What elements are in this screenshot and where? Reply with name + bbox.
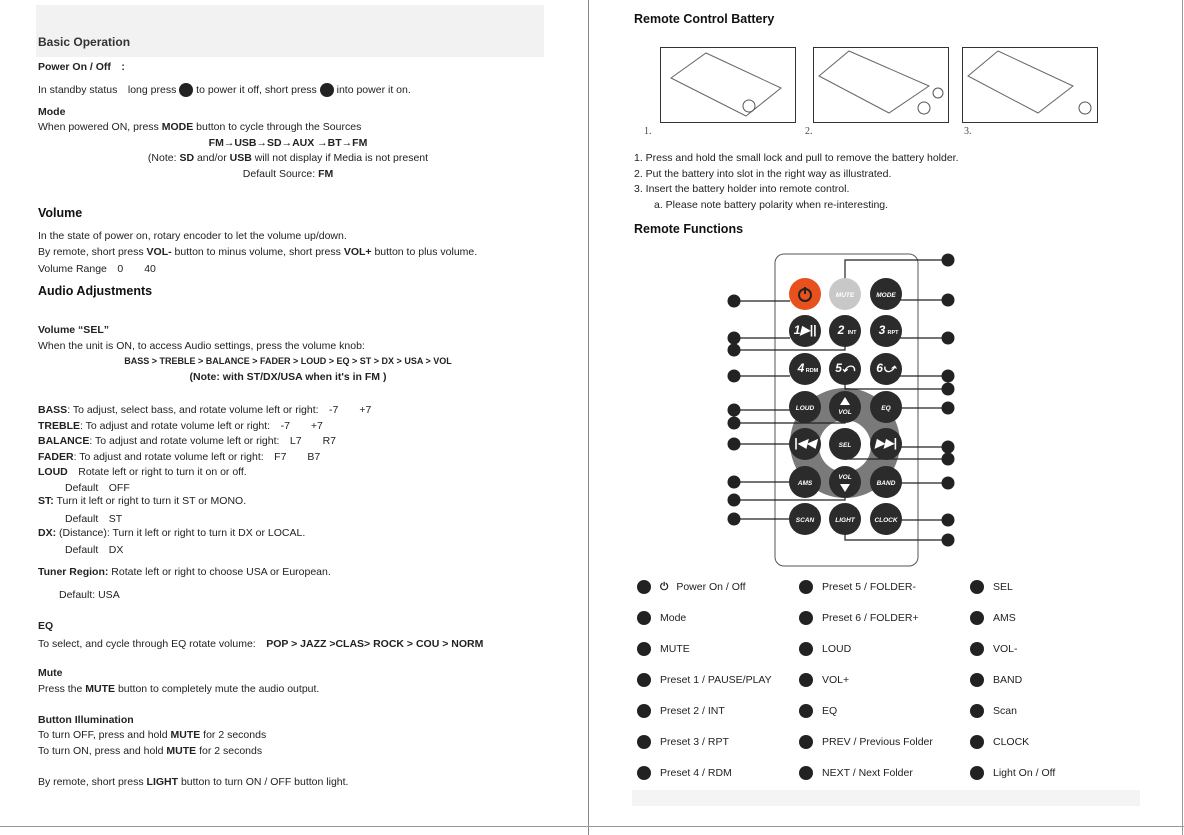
- legend-item: [637, 673, 772, 687]
- remote-button-vol-down: [829, 466, 861, 498]
- remote-button-clock: [870, 503, 902, 535]
- remote-button-mode: [870, 278, 902, 310]
- callout-dot: [728, 404, 741, 417]
- button-label: LIGHT: [835, 517, 855, 524]
- button-label: BAND: [876, 480, 896, 487]
- button-sublabel: RPT: [887, 330, 899, 336]
- legend-label: Preset 4 / RDM: [660, 766, 732, 779]
- button-sublabel: RDM: [805, 368, 819, 374]
- battery-step: 3. Insert the battery holder into remote control.: [634, 183, 850, 195]
- remote-button-b5: [829, 353, 861, 385]
- callout-dot-icon: [799, 673, 813, 687]
- volume-heading: Volume: [38, 206, 83, 220]
- legend-label: PREV / Previous Folder: [822, 735, 933, 748]
- callout-dot: [728, 476, 741, 489]
- text: USB: [229, 152, 252, 164]
- callout-dot: [728, 344, 741, 357]
- text: SD: [179, 152, 195, 164]
- battery-step: 2. Put the battery into slot in the right way as illustrated.: [634, 168, 892, 180]
- text: MUTE: [166, 745, 197, 757]
- callout-dot: [942, 332, 955, 345]
- legend-item: [799, 766, 913, 780]
- text: (Distance): Turn it left or right to turn it DX or LOCAL.: [56, 527, 306, 539]
- text: By remote, short press: [38, 776, 147, 788]
- legend-label: VOL+: [822, 673, 850, 686]
- legend-item: [970, 766, 1055, 780]
- callout-dot-icon: [970, 766, 984, 780]
- legend-label: AMS: [993, 611, 1016, 624]
- callout-dot-icon: [799, 766, 813, 780]
- text: and/or: [194, 152, 230, 164]
- button-label: LOUD: [795, 405, 815, 412]
- legend-label: Preset 2 / INT: [660, 704, 725, 717]
- text: button to cycle through the Sources: [193, 121, 362, 133]
- legend-label: VOL-: [993, 642, 1018, 655]
- legend-item: [970, 673, 1022, 687]
- remote-button-light: [829, 503, 861, 535]
- sel-text: When the unit is ON, to access Audio settings, press the volume knob:: [38, 340, 365, 352]
- remote-button-b1: [789, 315, 821, 347]
- power-icon: ⏻: [660, 580, 669, 593]
- button-label: MODE: [876, 292, 896, 299]
- text: FADER: [38, 451, 74, 463]
- legend-label: CLOCK: [993, 735, 1030, 748]
- callout-dot: [942, 402, 955, 415]
- text: button to turn ON / OFF button light.: [178, 776, 349, 788]
- text: MUTE: [85, 683, 116, 695]
- text: FM: [318, 168, 334, 180]
- text: Tuner Region:: [38, 566, 109, 578]
- legend-label: SEL: [993, 580, 1013, 593]
- legend-item: [799, 611, 919, 625]
- remote-button-vol-up: [829, 391, 861, 423]
- loud-default: Default OFF: [65, 482, 130, 494]
- text: : To adjust, select bass, and rotate volume left or right: -7 +7: [67, 404, 372, 416]
- callout-dot-icon: [637, 735, 651, 749]
- text: BALANCE: [38, 435, 90, 447]
- text: to power it off, short press: [193, 84, 320, 96]
- legend-label: Light On / Off: [993, 766, 1056, 779]
- legend-item: [637, 642, 690, 656]
- callout-dot-icon: [799, 580, 813, 594]
- button-label: ▶▶|: [875, 436, 897, 450]
- remote-button-power: [789, 278, 821, 310]
- sel-heading: Volume “SEL”: [38, 324, 109, 336]
- callout-dot: [942, 254, 955, 267]
- button-label: 1▶||: [793, 323, 817, 337]
- callout-dot-icon: [970, 611, 984, 625]
- text: By remote, short press: [38, 246, 147, 258]
- legend-item: [970, 704, 1017, 718]
- button-label: 6⤻: [876, 361, 896, 375]
- text: into power it on.: [333, 84, 411, 96]
- legend-label: MUTE: [660, 642, 690, 655]
- text: LOUD: [38, 466, 68, 478]
- callout-dot: [942, 453, 955, 466]
- button-label: MUTE: [835, 292, 855, 299]
- text: button to minus volume, short press: [171, 246, 344, 258]
- text: To turn ON, press and hold: [38, 745, 167, 757]
- eq-heading: EQ: [38, 620, 54, 632]
- button-label: SEL: [838, 442, 852, 449]
- button-label: 5⤺: [835, 361, 855, 375]
- battery-heading: Remote Control Battery: [634, 12, 775, 26]
- legend-item: [970, 735, 1029, 749]
- legend-label: Mode: [660, 611, 687, 624]
- legend-item: [970, 642, 1018, 656]
- text: MODE: [161, 121, 194, 133]
- power-heading: Power On / Off :: [38, 61, 125, 73]
- text: DX:: [38, 527, 57, 539]
- mode-sequence: FM→USB→SD→AUX →BT→FM: [208, 137, 368, 149]
- remote-button-b6: [870, 353, 902, 385]
- figure-number: 1.: [644, 126, 652, 137]
- text: POP > JAZZ >CLAS> ROCK > COU > NORM: [266, 638, 484, 650]
- mute-heading: Mute: [38, 667, 63, 679]
- legend-item: [637, 766, 732, 780]
- button-label: VOL: [838, 409, 852, 416]
- text: BASS: [38, 404, 68, 416]
- remote-button-band: [870, 466, 902, 498]
- legend-label: Scan: [993, 704, 1017, 717]
- battery-step: 1. Press and hold the small lock and pull to remove the battery holder.: [634, 152, 959, 164]
- legend-item: [799, 735, 933, 749]
- button-label: |◀◀: [794, 436, 816, 450]
- remote-button-b2: [829, 315, 861, 347]
- callout-dot: [728, 438, 741, 451]
- text: for 2 seconds: [196, 745, 263, 757]
- legend-item: [637, 704, 725, 718]
- legend-item: [799, 673, 849, 687]
- callout-dot-icon: [637, 766, 651, 780]
- sel-sequence: BASS > TREBLE > BALANCE > FADER > LOUD > EQ > ST > DX > USA > VOL: [124, 356, 452, 366]
- volume-range: Volume Range 0 40: [38, 263, 156, 275]
- callout-dot-icon: [970, 673, 984, 687]
- footer-band: [632, 790, 1140, 806]
- callout-dot-icon: [970, 642, 984, 656]
- legend-item: [970, 611, 1016, 625]
- text: When powered ON, press: [38, 121, 162, 133]
- figure-number: 2.: [805, 126, 813, 137]
- callout-dot: [728, 494, 741, 507]
- text: In standby status long press: [38, 84, 180, 96]
- button-label: 4: [797, 361, 805, 375]
- illumination-heading: Button Illumination: [38, 714, 134, 726]
- button-label: 2: [837, 323, 845, 337]
- text: (Note:: [147, 152, 180, 164]
- callout-dot: [728, 370, 741, 383]
- basic-operation-heading: Basic Operation: [38, 35, 131, 49]
- sel-note: (Note: with ST/DX/USA when it's in FM ): [189, 371, 387, 383]
- callout-dot-icon: [637, 642, 651, 656]
- button-label: VOL: [838, 474, 852, 481]
- legend-label: EQ: [822, 704, 838, 717]
- text: ST:: [38, 495, 54, 507]
- callout-dot: [728, 513, 741, 526]
- button-sublabel: INT: [847, 330, 857, 336]
- remote-functions-heading: Remote Functions: [634, 222, 744, 236]
- volume-text-1: In the state of power on, rotary encoder to let the volume up/down.: [38, 230, 347, 242]
- text: button to completely mute the audio output.: [115, 683, 320, 695]
- callout-dot: [942, 514, 955, 527]
- callout-dot-icon: [799, 735, 813, 749]
- text: Press the: [38, 683, 86, 695]
- remote-button-prev: [789, 428, 821, 460]
- remote-button-sel: [829, 428, 861, 460]
- callout-dot: [728, 417, 741, 430]
- legend-item: [799, 642, 851, 656]
- remote-button-next: [870, 428, 902, 460]
- text: Rotate left or right to choose USA or European.: [108, 566, 331, 578]
- callout-dot-icon: [799, 642, 813, 656]
- text: : To adjust and rotate volume left or right: L7 R7: [89, 435, 337, 447]
- callout-dot-icon: [637, 673, 651, 687]
- legend-item: [637, 735, 729, 749]
- text: button to plus volume.: [371, 246, 478, 258]
- text: Turn it left or right to turn it ST or MONO.: [53, 495, 247, 507]
- legend-item: [637, 611, 686, 625]
- legend-item: [970, 580, 1013, 594]
- legend-item: [799, 704, 837, 718]
- callout-dot-icon: [799, 611, 813, 625]
- text: VOL+: [343, 246, 372, 258]
- text: Default Source:: [242, 168, 319, 180]
- button-label: CLOCK: [874, 517, 898, 524]
- remote-button-loud: [789, 391, 821, 423]
- remote-button-eq: [870, 391, 902, 423]
- legend-label: Preset 3 / RPT: [660, 735, 729, 748]
- legend-label: Preset 1 / PAUSE/PLAY: [660, 673, 772, 686]
- remote-button-scan: [789, 503, 821, 535]
- remote-button-mute: [829, 278, 861, 310]
- callout-dot: [942, 441, 955, 454]
- text: Rotate left or right to turn it on or off.: [67, 466, 247, 478]
- button-label: 3: [878, 323, 886, 337]
- button-label: EQ: [881, 405, 891, 412]
- callout-dot-icon: [970, 580, 984, 594]
- callout-dot: [728, 332, 741, 345]
- legend-label: Preset 5 / FOLDER-: [822, 580, 916, 593]
- callout-dot: [728, 295, 741, 308]
- text: To select, and cycle through EQ rotate volume:: [38, 638, 267, 650]
- text: : To adjust and rotate volume left or right: -7 +7: [80, 420, 323, 432]
- text: MUTE: [170, 729, 201, 741]
- callout-dot-icon: [799, 704, 813, 718]
- text: for 2 seconds: [200, 729, 267, 741]
- text: : To adjust and rotate volume left or right: F7 B7: [73, 451, 321, 463]
- callout-dot-icon: [637, 611, 651, 625]
- tuner-default: Default: USA: [59, 589, 120, 601]
- text: LIGHT: [146, 776, 179, 788]
- callout-dot-icon: [970, 735, 984, 749]
- callout-dot: [942, 534, 955, 547]
- battery-step: a. Please note battery polarity when re-interesting.: [654, 199, 889, 211]
- text: will not display if Media is not present: [251, 152, 429, 164]
- button-label: AMS: [797, 480, 813, 487]
- legend-label: NEXT / Next Folder: [822, 766, 913, 779]
- remote-button-ams: [789, 466, 821, 498]
- text: To turn OFF, press and hold: [38, 729, 171, 741]
- callout-dot-icon: [637, 580, 651, 594]
- audio-adjustments-heading: Audio Adjustments: [38, 284, 153, 298]
- legend-label: Preset 6 / FOLDER+: [822, 611, 919, 624]
- callout-dot-icon: [637, 704, 651, 718]
- remote-button-b3: [870, 315, 902, 347]
- legend-label: LOUD: [822, 642, 852, 655]
- legend-item: [637, 580, 746, 594]
- callout-dot: [942, 477, 955, 490]
- mode-heading: Mode: [38, 106, 66, 118]
- button-label: SCAN: [795, 517, 815, 524]
- dx-default: Default DX: [65, 544, 124, 556]
- callout-dot: [942, 294, 955, 307]
- callout-dot: [942, 370, 955, 383]
- remote-button-b4: [789, 353, 821, 385]
- callout-dot-icon: [970, 704, 984, 718]
- text: VOL-: [146, 246, 172, 258]
- legend-item: [799, 580, 916, 594]
- figure-number: 3.: [964, 126, 972, 137]
- st-default: Default ST: [65, 513, 123, 525]
- callout-dot: [942, 383, 955, 396]
- legend-label: BAND: [993, 673, 1023, 686]
- legend-label: Power On / Off: [676, 580, 746, 593]
- text: TREBLE: [38, 420, 80, 432]
